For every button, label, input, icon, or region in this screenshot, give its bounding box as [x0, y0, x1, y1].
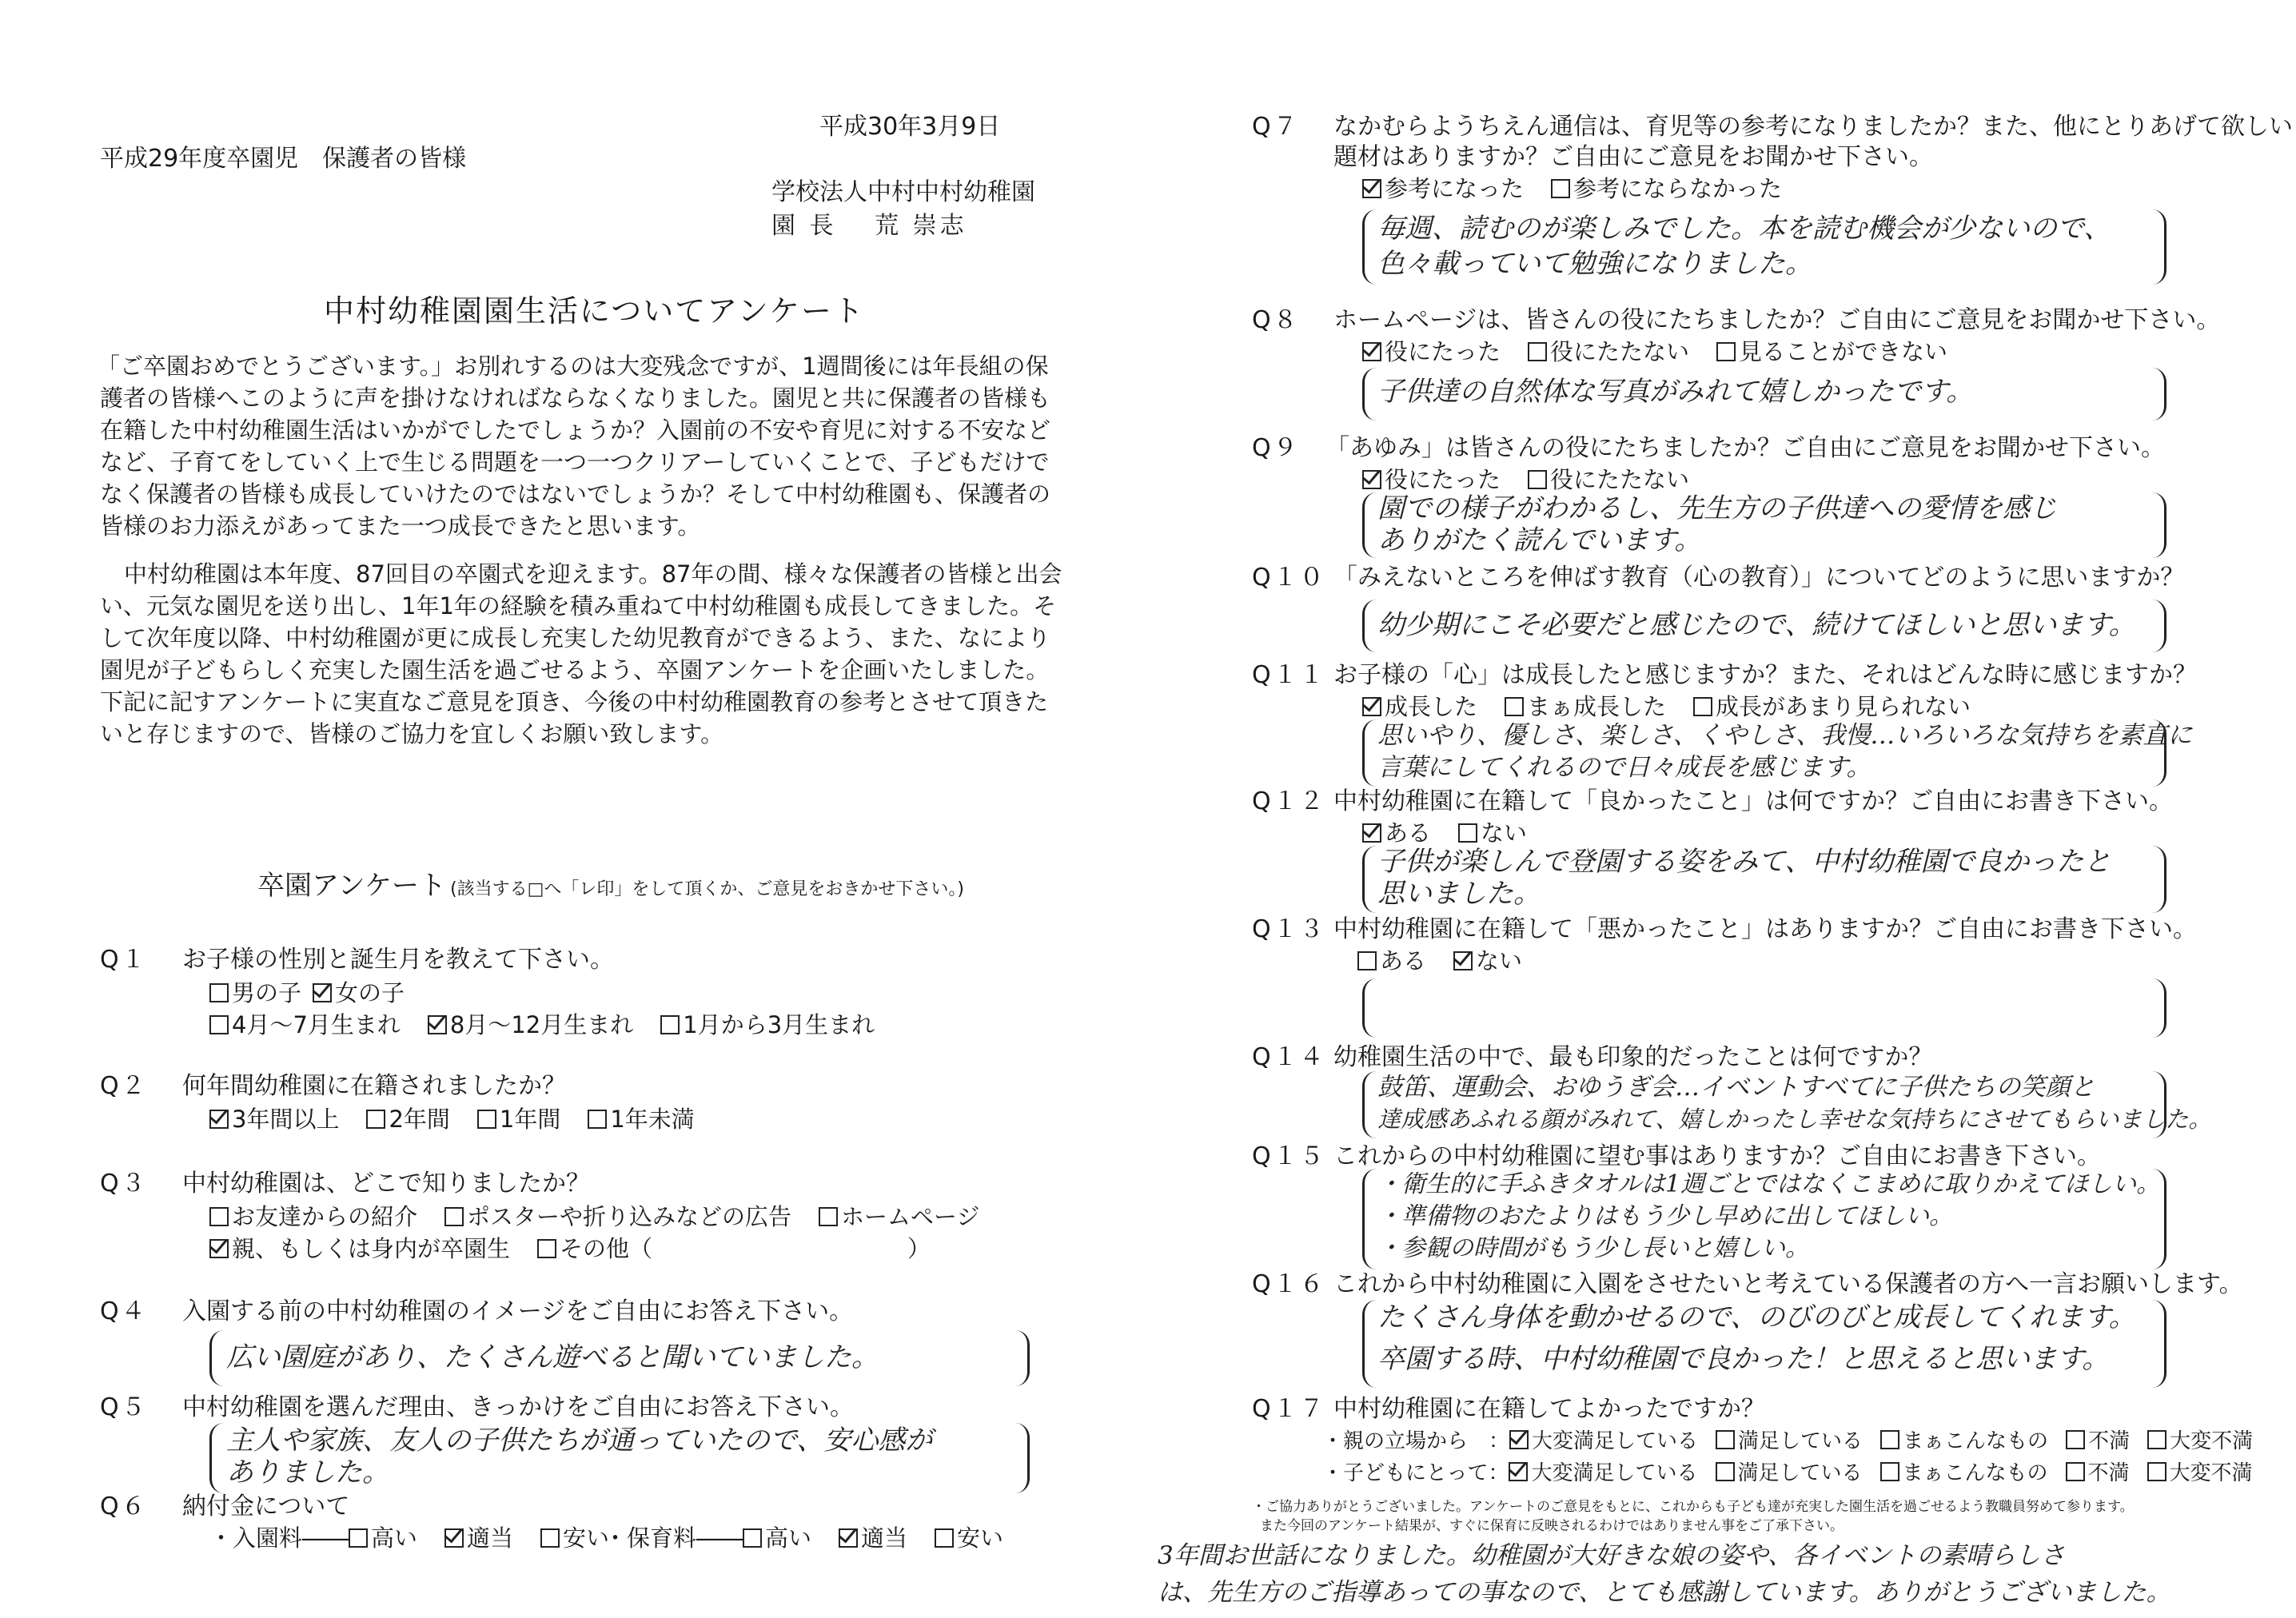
- q11-number: Q１１: [1252, 661, 1326, 689]
- q14-answer-line: 鼓笛、運動会、おゆうぎ会…イベントすべてに子供たちの笑顔と: [1377, 1073, 2095, 1102]
- q2-3years-checkbox[interactable]: [209, 1110, 229, 1129]
- q1-female-checkbox[interactable]: [313, 983, 332, 1002]
- q2-number: Q２: [100, 1072, 148, 1100]
- q17-child-dissatisfied-checkbox[interactable]: [2066, 1462, 2085, 1481]
- q6-tuition-high-checkbox[interactable]: [743, 1528, 762, 1548]
- q17-child-label: ・子どもにとって：: [1322, 1461, 1509, 1485]
- q14-number: Q１４: [1252, 1043, 1326, 1071]
- q6-tuition-fee: [604, 1524, 1030, 1552]
- q2-2years-checkbox[interactable]: [366, 1110, 385, 1129]
- q6-tuition-fair-checkbox[interactable]: [839, 1528, 858, 1548]
- q2-1year-checkbox[interactable]: [477, 1110, 496, 1129]
- option-label: 成長した: [1385, 693, 1478, 720]
- q17-child-row: [1322, 1460, 2253, 1487]
- q7-answer-line: 色々載っていて勉強になりました。: [1377, 248, 1812, 280]
- q4-text: 入園する前の中村幼稚園のイメージをご自由にお答え下さい。: [182, 1297, 854, 1325]
- option-label: ホームページ: [841, 1203, 980, 1230]
- q9-answer-box[interactable]: [1362, 492, 2166, 558]
- q17-child-very-satisfied-checkbox[interactable]: [1509, 1462, 1528, 1481]
- q3-friend-checkbox[interactable]: [209, 1207, 229, 1226]
- q7-answer-line: 毎週、読むのが楽しみでした。本を読む機会が少ないので、: [1377, 213, 2111, 245]
- q6-entrance-label: ・入園料――: [209, 1524, 349, 1552]
- q9-number: Q９: [1252, 434, 1300, 462]
- option-label: 適当: [861, 1524, 908, 1552]
- q3-alumni-checkbox[interactable]: [209, 1239, 229, 1258]
- q12-answer-box[interactable]: [1362, 846, 2166, 913]
- survey-heading-wrap: [257, 863, 964, 903]
- option-label: 3年間以上: [232, 1106, 340, 1133]
- q17-parent-dissatisfied-checkbox[interactable]: [2066, 1430, 2085, 1449]
- q13-yes-checkbox[interactable]: [1357, 951, 1377, 970]
- q3-other-checkbox[interactable]: [537, 1239, 556, 1258]
- document-date: 平成30年3月9日: [819, 113, 1001, 141]
- option-label: 役にたった: [1385, 338, 1501, 365]
- q8-options: [1362, 337, 1975, 366]
- q2-under1-checkbox[interactable]: [588, 1110, 607, 1129]
- q14-answer-line: 達成感あふれる顔がみれて、嬉しかったし幸せな気持ちにさせてもらいました。: [1377, 1106, 2212, 1133]
- option-label: 高い: [765, 1524, 812, 1552]
- q14-text: 幼稚園生活の中で、最も印象的だったことは何ですか？: [1333, 1043, 1933, 1071]
- option-label: ない: [1476, 947, 1523, 974]
- q7-helpful-checkbox[interactable]: [1362, 179, 1381, 198]
- option-label: ある: [1385, 819, 1432, 847]
- option-label: ある: [1380, 947, 1427, 974]
- q7-number: Q７: [1252, 113, 1300, 141]
- q13-text: 中村幼稚園に在籍して「悪かったこと」はありますか？ご自由にお書き下さい。: [1333, 915, 2197, 943]
- q10-answer-box[interactable]: [1362, 600, 2166, 652]
- q16-number: Q１６: [1252, 1270, 1326, 1298]
- q1-jan-mar-checkbox[interactable]: [660, 1015, 680, 1034]
- q2-options: [209, 1105, 722, 1134]
- option-label: 不満: [2087, 1461, 2130, 1485]
- q5-answer-box[interactable]: [209, 1423, 1030, 1493]
- q4-answer-box[interactable]: [209, 1330, 1030, 1386]
- q1-apr-jul-checkbox[interactable]: [209, 1015, 229, 1034]
- q16-answer-line: 卒園する時、中村幼稚園で良かった！と思えると思います。: [1377, 1343, 2110, 1375]
- option-label: 成長があまり見られない: [1716, 693, 1971, 720]
- q3-poster-checkbox[interactable]: [444, 1207, 464, 1226]
- q5-number: Q５: [100, 1393, 148, 1421]
- option-label: 大変不満: [2169, 1461, 2253, 1485]
- q9-useful-checkbox[interactable]: [1362, 470, 1381, 489]
- q8-number: Q８: [1252, 306, 1300, 334]
- q4-answer-line: 広い園庭があり、たくさん遊べると聞いていました。: [226, 1341, 879, 1373]
- q17-parent-row: [1322, 1428, 2253, 1455]
- q6-entrance-high-checkbox[interactable]: [349, 1528, 368, 1548]
- q8-not-useful-checkbox[interactable]: [1528, 342, 1547, 361]
- q17-parent-very-dissatisfied-checkbox[interactable]: [2147, 1430, 2166, 1449]
- q6-entrance-low-checkbox[interactable]: [540, 1528, 560, 1548]
- q9-options: [1362, 465, 1716, 494]
- principal-name: 園 長 荒 崇志: [771, 212, 967, 240]
- q1-male-checkbox[interactable]: [209, 983, 229, 1002]
- q1-text: お子様の性別と誕生月を教えて下さい。: [182, 946, 614, 974]
- q3-number: Q３: [100, 1170, 148, 1198]
- option-label: 大変不満: [2170, 1429, 2254, 1453]
- q17-child-satisfied-checkbox[interactable]: [1716, 1462, 1735, 1481]
- option-label: 高い: [371, 1524, 418, 1552]
- q12-number: Q１２: [1252, 787, 1326, 815]
- q8-answer-box[interactable]: [1362, 368, 2166, 420]
- q3-text: 中村幼稚園は、どこで知りましたか？: [182, 1170, 590, 1198]
- q6-tuition-label: ・保育料――: [604, 1524, 743, 1552]
- q6-text: 納付金について: [182, 1492, 350, 1520]
- q15-answer-box[interactable]: [1362, 1169, 2166, 1269]
- q15-answer-line: ・準備物のおたよりはもう少し早めに出してほしい。: [1377, 1202, 1953, 1230]
- q6-tuition-low-checkbox[interactable]: [935, 1528, 954, 1548]
- option-label: 役にたたない: [1550, 338, 1690, 365]
- q7-not-helpful-checkbox[interactable]: [1551, 179, 1570, 198]
- q8-answer-line: 子供達の自然体な写真がみれて嬉しかったです。: [1377, 376, 1974, 408]
- q10-number: Q１０: [1252, 564, 1326, 592]
- option-label: 不満: [2088, 1429, 2131, 1453]
- option-label: 満足している: [1738, 1429, 1864, 1453]
- q8-cannot-view-checkbox[interactable]: [1716, 342, 1736, 361]
- q9-answer-line: ありがたく読んでいます。: [1377, 524, 1702, 556]
- q8-text: ホームページは、皆さんの役にたちましたか？ご自由にご意見をお聞かせ下さい。: [1333, 306, 2221, 334]
- option-label: 参考にならなかった: [1573, 175, 1783, 202]
- q17-parent-label: ・親の立場から ：: [1322, 1429, 1510, 1453]
- footer-note-1: ・ご協力ありがとうございました。アンケートのご意見をもとに、これからも子ども達が充実した園生活を過ごせるよう教職員努めて参ります。: [1252, 1499, 2134, 1515]
- q15-answer-line: ・衛生的に手ふきタオルは1週ごとではなくこまめに取りかえてほしい。: [1377, 1170, 2161, 1198]
- option-label: 1年未満: [610, 1106, 695, 1133]
- option-label: 参考になった: [1385, 175, 1525, 202]
- organization-name: 学校法人中村中村幼稚園: [771, 178, 1035, 206]
- right-page: [1148, 0, 2296, 1618]
- option-label: 安い: [563, 1524, 610, 1552]
- q6-entrance-fee: [209, 1524, 636, 1552]
- option-label: 1月から3月生まれ: [683, 1011, 875, 1038]
- q9-answer-line: 園での様子がわかるし、先生方の子供達への愛情を感じ: [1377, 492, 2057, 524]
- option-label: 安い: [957, 1524, 1004, 1552]
- q11-answer-line: 思いやり、優しさ、楽しさ、くやしさ、我慢…いろいろな気持ちを素直に: [1377, 721, 2193, 750]
- q17-text: 中村幼稚園に在籍してよかったですか？: [1333, 1395, 1765, 1423]
- option-label: 女の子: [335, 979, 405, 1006]
- q12-answer-line: 思いました。: [1377, 878, 1541, 910]
- option-label: 親、もしくは身内が卒園生: [232, 1235, 511, 1262]
- q12-yes-checkbox[interactable]: [1362, 823, 1381, 843]
- free-comment-line: は、先生方のご指導あっての事なので、とても感謝しています。ありがとうございました。: [1158, 1578, 2171, 1607]
- q12-no-checkbox[interactable]: [1458, 823, 1477, 843]
- q17-parent-so-so-checkbox[interactable]: [1880, 1430, 1899, 1449]
- q12-text: 中村幼稚園に在籍して「良かったこと」は何ですか？ご自由にお書き下さい。: [1333, 787, 2173, 815]
- page-title: 中村幼稚園園生活についてアンケート: [324, 293, 865, 329]
- q9-text: 「あゆみ」は皆さんの役にたちましたか？ご自由にご意見をお聞かせ下さい。: [1325, 434, 2165, 462]
- option-label: 1年間: [499, 1106, 561, 1133]
- q14-answer-box[interactable]: [1362, 1071, 2212, 1138]
- q5-text: 中村幼稚園を選んだ理由、きっかけをご自由にお答え下さい。: [182, 1393, 854, 1421]
- q16-text: これから中村幼稚園に入園をさせたいと考えている保護者の方へ一言お願いします。: [1333, 1270, 2243, 1298]
- option-label: まぁこんなもの: [1903, 1429, 2049, 1453]
- q11-answer-line: 言葉にしてくれるので日々成長を感じます。: [1377, 753, 1871, 782]
- q11-text: お子様の「心」は成長したと感じますか？また、それはどんな時に感じますか？: [1333, 661, 2197, 689]
- q5-answer-line: 主人や家族、友人の子供たちが通っていたので、安心感が: [226, 1425, 933, 1457]
- q2-text: 何年間幼稚園に在籍されましたか？: [182, 1072, 566, 1100]
- q3-homepage-checkbox[interactable]: [819, 1207, 838, 1226]
- option-label: まぁこんなもの: [1902, 1461, 2048, 1485]
- q11-somewhat-checkbox[interactable]: [1505, 697, 1524, 716]
- q17-parent-satisfied-checkbox[interactable]: [1716, 1430, 1735, 1449]
- q6-entrance-fair-checkbox[interactable]: [444, 1528, 464, 1548]
- survey-instruction: (該当する□へ「レ印」をして頂くか、ご意見をおきかせ下さい。): [450, 879, 965, 899]
- intro-paragraph-2: 中村幼稚園は本年度、87回目の卒園式を迎えます。87年の間、様々な保護者の皆様と出会い、元気な園児を送り出し、1年1年の経験を積み重ねて中村幼稚園も成長してきました。そして次年度以降、中村幼稚園が更に成長し充実した幼児教育ができるよう、また、なにより園児が子どもらしく充実した園生活を過ごせるよう、卒園アンケートを企画いたしました。下記に記すアンケートに実直なご意見を頂き、今後の中村幼稚園教育の参考とさせて頂きたいと存じますので、皆様のご協力を宜しくお願い致します。: [100, 560, 1062, 747]
- option-label: 役にたたない: [1550, 466, 1690, 493]
- option-label: 男の子: [232, 979, 302, 1006]
- q4-number: Q４: [100, 1297, 148, 1325]
- intro-paragraph-1: 「ご卒園おめでとうございます。」お別れするのは大変残念ですが、1週間後には年長組の保護者の皆様へこのように声を掛けなければならなくなりました。園児と共に保護者の皆様も在籍した中村幼稚園生活はいかがでしたでしょうか？入園前の不安や育児に対する不安などなど、子育てをしていく上で生じる問題を一つ一つクリアーしていくことで、子どもだけでなく保護者の皆様も成長していけたのではないでしょうか？そして中村幼稚園も、保護者の皆様のお力添えがあってまた一つ成長できたと思います。: [97, 353, 1051, 540]
- q17-child-so-so-checkbox[interactable]: [1880, 1462, 1899, 1481]
- option-label: お友達からの紹介: [232, 1203, 418, 1230]
- q16-answer-box[interactable]: [1362, 1300, 2166, 1388]
- q11-options: [1362, 692, 1998, 721]
- q17-parent-very-satisfied-checkbox[interactable]: [1509, 1430, 1529, 1449]
- q7-text-line1: なかむらようちえん通信は、育児等の参考になりましたか？また、他にとりあげて欲しい: [1333, 113, 2293, 141]
- survey-heading: 卒園アンケート: [257, 870, 446, 902]
- q1-options-gender: [209, 978, 432, 1007]
- q7-text-line2: 題材はありますか？ご自由にご意見をお聞かせ下さい。: [1333, 143, 1933, 171]
- q7-answer-box[interactable]: [1362, 209, 2166, 285]
- q15-answer-line: ・参観の時間がもう少し長いと嬉しい。: [1377, 1234, 1809, 1262]
- option-label: 見ることができない: [1739, 338, 1948, 365]
- q10-answer-line: 幼少期にこそ必要だと感じたので、続けてほしいと思います。: [1377, 609, 2136, 641]
- q16-answer-line: たくさん身体を動かせるので、のびのびと成長してくれます。: [1377, 1301, 2136, 1333]
- q13-no-checkbox[interactable]: [1453, 951, 1473, 970]
- q11-grew-checkbox[interactable]: [1362, 697, 1381, 716]
- option-label: 大変満足している: [1532, 1429, 1699, 1453]
- option-label: ない: [1481, 819, 1528, 847]
- q3-options-row1: [209, 1202, 1006, 1231]
- option-label: 2年間: [389, 1106, 450, 1133]
- option-label: ポスターや折り込みなどの広告: [467, 1203, 792, 1230]
- option-label: 大変満足している: [1531, 1461, 1698, 1485]
- q12-options: [1362, 819, 1554, 847]
- q13-answer-box[interactable]: [1362, 978, 2166, 1038]
- q1-options-month: [209, 1010, 902, 1039]
- q17-number: Q１７: [1252, 1395, 1326, 1423]
- addressee: 平成29年度卒園児 保護者の皆様: [100, 145, 467, 173]
- q7-options: [1362, 174, 1809, 203]
- q12-answer-line: 子供が楽しんで登園する姿をみて、中村幼稚園で良かったと: [1377, 846, 2111, 878]
- q1-number: Q１: [100, 946, 148, 974]
- q13-options: [1357, 946, 1549, 975]
- option-label: 適当: [467, 1524, 514, 1552]
- q5-answer-line: ありました。: [226, 1457, 389, 1488]
- option-label: 4月～7月生まれ: [232, 1011, 401, 1038]
- q6-number: Q６: [100, 1492, 148, 1520]
- q11-little-checkbox[interactable]: [1693, 697, 1712, 716]
- q9-not-useful-checkbox[interactable]: [1528, 470, 1547, 489]
- q10-text: 「みえないところを伸ばす教育（心の教育）」についてどのように思いますか？: [1333, 564, 2185, 592]
- q15-text: これからの中村幼稚園に望む事はありますか？ご自由にお書き下さい。: [1333, 1142, 2101, 1170]
- option-label: 役にたった: [1385, 466, 1501, 493]
- q13-number: Q１３: [1252, 915, 1326, 943]
- free-comment-line: 3年間お世話になりました。幼稚園が大好きな娘の姿や、各イベントの素晴らしさ: [1158, 1541, 2066, 1570]
- q3-options-row2: [209, 1234, 958, 1263]
- footer-note-2: また今回のアンケート結果が、すぐに保育に反映されるわけではありません事をご了承下さい。: [1260, 1518, 1844, 1534]
- q11-answer-box[interactable]: [1362, 719, 2193, 787]
- q8-useful-checkbox[interactable]: [1362, 342, 1381, 361]
- option-label: その他（ ）: [560, 1235, 931, 1262]
- q17-child-very-dissatisfied-checkbox[interactable]: [2147, 1462, 2166, 1481]
- option-label: 満足している: [1737, 1461, 1863, 1485]
- q15-number: Q１５: [1252, 1142, 1326, 1170]
- option-label: 8月～12月生まれ: [449, 1011, 634, 1038]
- q1-aug-dec-checkbox[interactable]: [428, 1015, 447, 1034]
- option-label: まぁ成長した: [1527, 693, 1667, 720]
